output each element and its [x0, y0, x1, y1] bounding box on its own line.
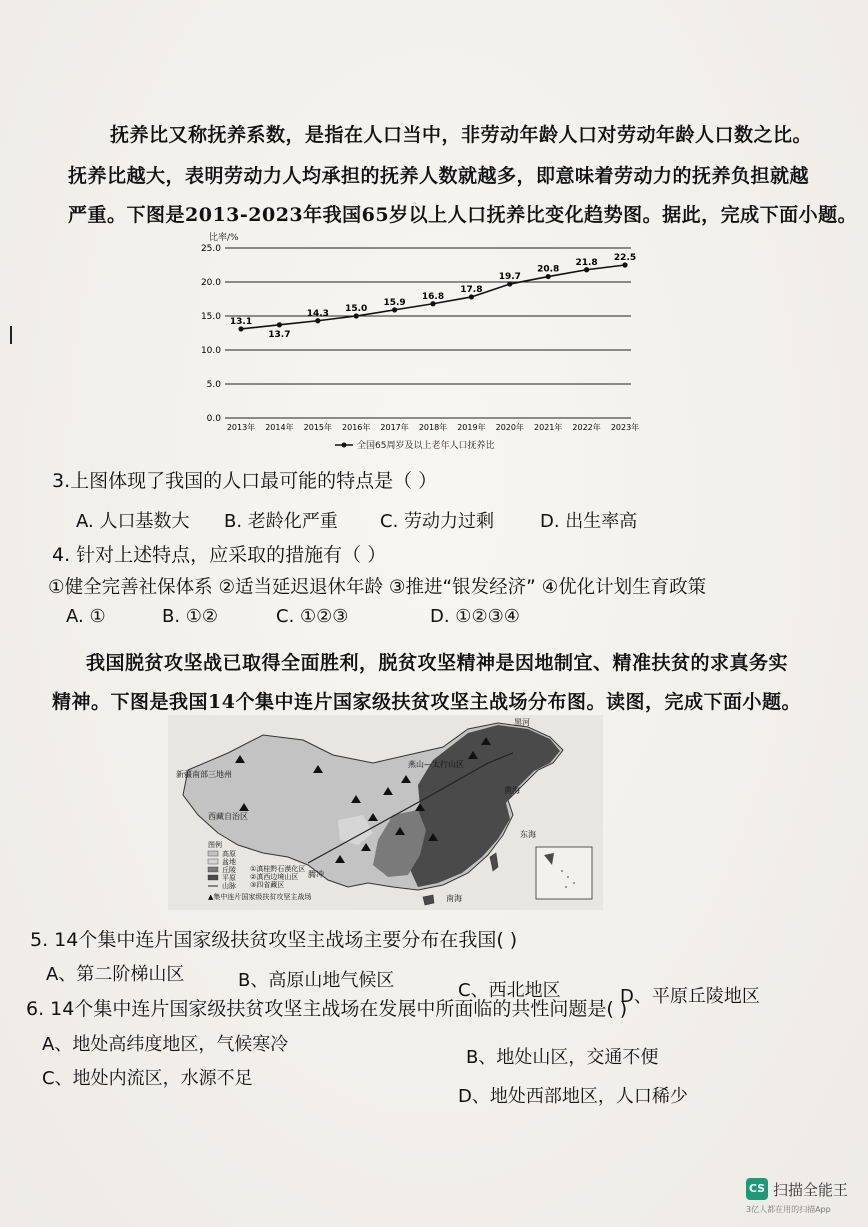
q3-option-b[interactable]: B. 老龄化严重 [224, 511, 338, 532]
y-tick-labels [201, 244, 221, 424]
camscanner-name: 扫描全能王 [773, 1181, 849, 1199]
legend-note3: ③四省藏区 [250, 881, 285, 889]
data-point [469, 294, 474, 299]
q4-option-a[interactable]: A. ① [66, 606, 106, 627]
y-tick-label: 20.0 [200, 278, 221, 288]
legend-note4: ▲集中连片国家级扶贫攻坚主战场 [208, 893, 312, 901]
label-heihe: 黑河 [514, 718, 530, 727]
data-point [546, 274, 551, 279]
data-label: 19.7 [498, 272, 521, 283]
data-point [354, 313, 359, 318]
q5-option-c[interactable]: C、西北地区 [458, 980, 561, 1001]
legend-title: 图例 [208, 841, 222, 849]
q6-option-c[interactable]: C、地处内流区，水源不足 [42, 1068, 253, 1089]
q5-stem: 5. 14个集中连片国家级扶贫攻坚主战场主要分布在我国( ) [30, 929, 518, 951]
camscanner-watermark [746, 1178, 856, 1222]
camscanner-tagline: 3亿人都在用的扫描App [746, 1205, 831, 1214]
passage2-line2: 精神。下图是我国14个集中连片国家级扶贫攻坚主战场分布图。读图，完成下面小题。 [52, 691, 801, 713]
y-tick-label: 0.0 [206, 414, 221, 424]
data-point [315, 318, 320, 323]
label-xizang: 西藏自治区 [208, 812, 248, 821]
hainan [423, 895, 434, 905]
legend-hills: 丘陵 [222, 866, 236, 874]
data-point [507, 281, 512, 286]
y-axis-label: 比率/% [209, 233, 239, 243]
passage1-line1: 抚养比又称抚养系数，是指在人口当中，非劳动年龄人口对劳动年龄人口数之比。 [110, 124, 813, 146]
x-tick-label: 2023年 [610, 423, 640, 432]
label-huanghai: 黄海 [504, 786, 520, 795]
label-tengchong: 腾冲 [308, 870, 324, 879]
q4-option-c[interactable]: C. ①②③ [276, 606, 349, 627]
data-point [277, 322, 282, 327]
china-poverty-map [168, 715, 603, 910]
y-tick-label: 25.0 [200, 244, 221, 254]
q6-option-a[interactable]: A、地处高纬度地区，气候寒冷 [42, 1034, 289, 1055]
data-label: 13.1 [229, 316, 253, 327]
y-tick-label: 15.0 [200, 312, 221, 322]
passage2-line1: 我国脱贫攻坚战已取得全面胜利，脱贫攻坚精神是因地制宜、精准扶贫的求真务实 [86, 652, 789, 674]
q3-option-d[interactable]: D. 出生率高 [540, 511, 638, 532]
y-tick-label: 10.0 [200, 346, 221, 356]
x-tick-label: 2022年 [572, 423, 601, 432]
legend-mountain: 山脉 [222, 882, 236, 890]
label-yanshan: 燕山—太行山区 [408, 760, 464, 769]
south-china-sea-inset [536, 847, 592, 899]
data-point [622, 262, 627, 267]
data-label: 17.8 [460, 284, 483, 295]
data-labels [230, 253, 636, 340]
x-tick-label: 2017年 [380, 423, 409, 432]
x-tick-label: 2018年 [418, 423, 448, 432]
legend-plain: 平原 [222, 874, 236, 882]
x-tick-label: 2013年 [226, 423, 256, 432]
data-label: 20.8 [537, 264, 560, 275]
x-tick-label: 2021年 [534, 423, 563, 432]
data-point [238, 326, 243, 331]
camscanner-logo-icon: CS [746, 1178, 768, 1200]
scan-edge-mark [10, 326, 12, 344]
legend-note2: ②滇西边境山区 [250, 873, 299, 881]
q5-option-b[interactable]: B、高原山地气候区 [238, 970, 395, 991]
data-point [392, 307, 397, 312]
data-label: 14.3 [306, 308, 329, 319]
y-tick-label: 5.0 [206, 380, 221, 390]
data-point [430, 301, 435, 306]
q4-option-b[interactable]: B. ①② [162, 606, 219, 627]
x-tick-label: 2016年 [342, 423, 371, 432]
q4-stem: 4. 针对上述特点，应采取的措施有（ ） [52, 544, 387, 566]
q4-option-d[interactable]: D. ①②③④ [430, 606, 520, 627]
legend-basin: 盆地 [222, 858, 236, 866]
label-xinjiang: 新疆南部三地州 [176, 770, 232, 779]
legend-plateau: 高原 [222, 850, 236, 858]
q4-measures: ①健全完善社保体系 ②适当延迟退休年龄 ③推进“银发经济” ④优化计划生育政策 [48, 577, 707, 598]
data-label: 13.7 [268, 329, 291, 340]
q6-option-b[interactable]: B、地处山区，交通不便 [466, 1047, 659, 1068]
data-label: 22.5 [613, 253, 637, 263]
legend-label: 全国65周岁及以上老年人口抚养比 [357, 441, 495, 451]
legend-note1: ①滇桂黔石漠化区 [250, 865, 306, 873]
q5-option-d[interactable]: D、平原丘陵地区 [620, 986, 760, 1007]
q5-option-a[interactable]: A、第二阶梯山区 [46, 964, 185, 985]
q3-option-a[interactable]: A. 人口基数大 [76, 511, 190, 532]
data-label: 15.9 [383, 297, 406, 308]
data-label: 15.0 [345, 304, 368, 314]
x-tick-label: 2014年 [265, 423, 294, 432]
passage1-line3: 严重。下图是2013-2023年我国65岁以上人口抚养比变化趋势图。据此，完成下面小题。 [68, 204, 858, 226]
q3-option-c[interactable]: C. 劳动力过剩 [380, 511, 495, 532]
q3-stem: 3.上图体现了我国的人口最可能的特点是（ ） [52, 470, 438, 492]
data-label: 16.8 [421, 291, 445, 302]
data-label: 21.8 [575, 257, 598, 268]
label-donghai: 东海 [520, 830, 536, 839]
x-tick-label: 2020年 [495, 423, 524, 432]
x-tick-label: 2019年 [457, 423, 486, 432]
x-tick-labels [227, 422, 639, 432]
label-nanhai: 南海 [446, 894, 462, 903]
q6-option-d[interactable]: D、地处西部地区，人口稀少 [458, 1086, 688, 1107]
passage1-line2: 抚养比越大，表明劳动力人均承担的抚养人数就越多，即意味着劳动力的抚养负担就越 [68, 165, 810, 187]
dependency-ratio-chart [195, 228, 645, 456]
data-point [584, 267, 589, 272]
q6-stem: 6. 14个集中连片国家级扶贫攻坚主战场在发展中所面临的共性问题是( ) [26, 998, 628, 1020]
chart-legend [335, 439, 494, 451]
x-tick-label: 2015年 [303, 423, 332, 432]
